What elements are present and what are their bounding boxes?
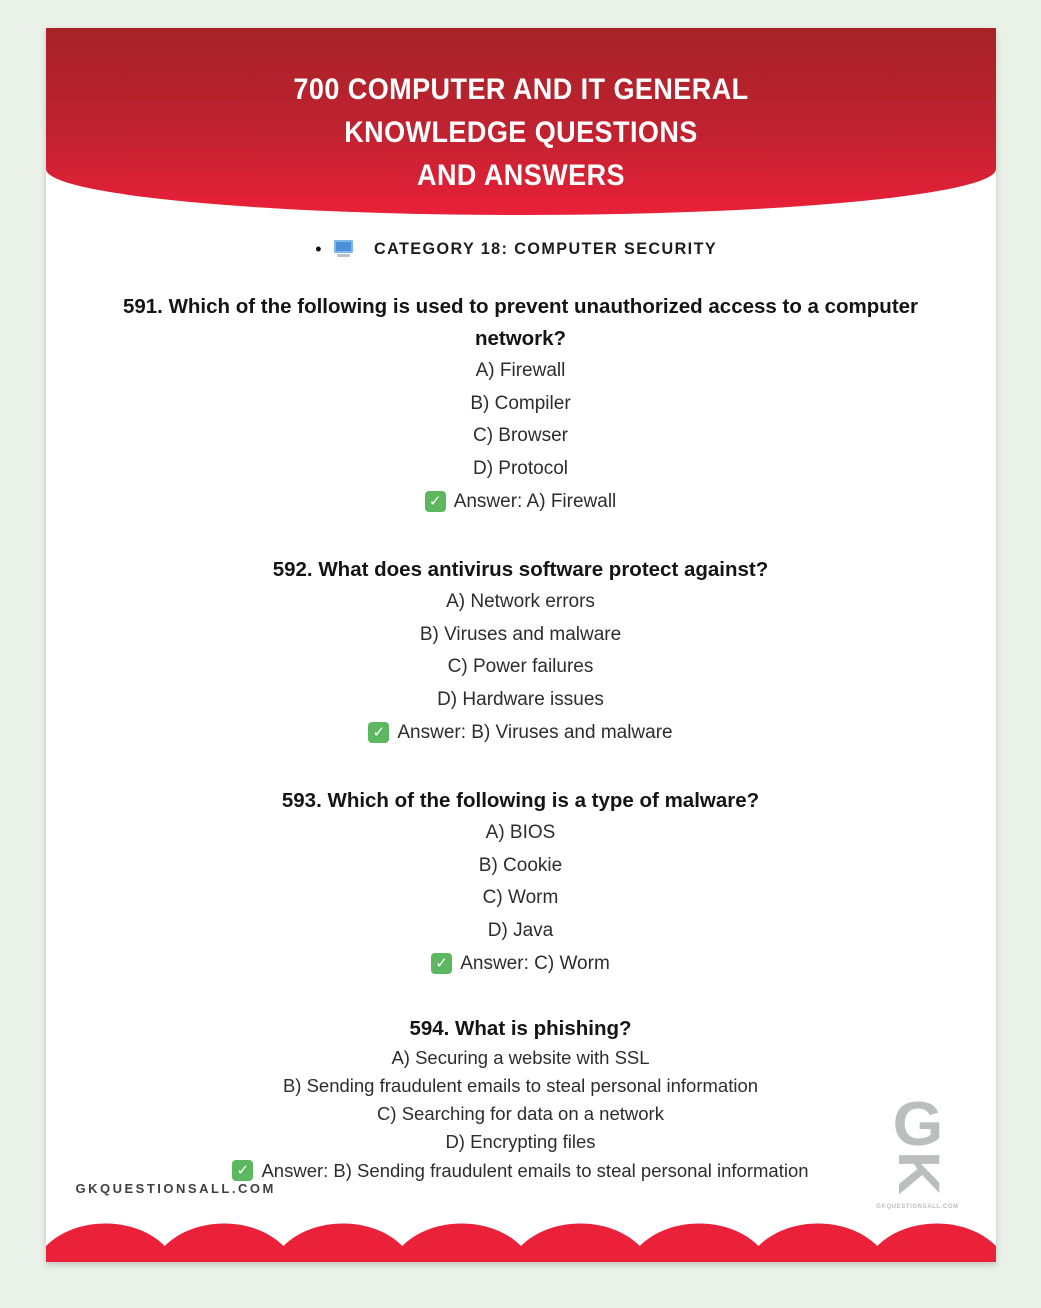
gk-logo: [876, 1090, 960, 1210]
check-icon: ✓: [368, 722, 389, 743]
question-text: Which of the following is a type of malware?: [327, 789, 760, 812]
category-label: CATEGORY 18: COMPUTER SECURITY: [373, 239, 717, 258]
question-heading: [106, 291, 936, 355]
bullet-dot: •: [315, 239, 322, 259]
question-text: Which of the following is used to prevent unauthorized access to a computer network?: [168, 295, 919, 350]
option-a: A) Network errors: [446, 591, 595, 612]
question-heading: [106, 785, 936, 817]
question-number: 591.: [122, 295, 163, 318]
answer-line: [46, 947, 996, 980]
title-line-1: 700 COMPUTER AND IT GENERAL: [292, 73, 749, 106]
option-a: A) BIOS: [485, 822, 556, 843]
option-a: A) Firewall: [475, 360, 566, 381]
option-b: B) Sending fraudulent emails to steal personal information: [282, 1075, 759, 1096]
bottom-wave-decoration: [46, 1214, 996, 1262]
option-b: B) Cookie: [478, 854, 563, 876]
gk-logo-letter-k: K: [885, 1150, 951, 1195]
option-d: D) Java: [487, 919, 554, 941]
footer-site-text: GKQUESTIONSALL.COM: [75, 1181, 276, 1196]
computer-icon-base: [337, 254, 350, 257]
answer-text: Answer: B) Viruses and malware: [397, 722, 673, 743]
option-b: B) Compiler: [470, 392, 571, 414]
document-page: [46, 28, 996, 1262]
option-c: C) Browser: [472, 425, 568, 446]
option-a: A) Securing a website with SSL: [391, 1047, 650, 1068]
option-c: C) Worm: [482, 887, 559, 908]
question-heading: [106, 554, 936, 586]
answer-text: Answer: C) Worm: [460, 953, 610, 974]
option-c: C) Searching for data on a network: [377, 1103, 664, 1124]
option-d: D) Protocol: [472, 457, 569, 479]
answer-line: [46, 485, 996, 518]
question-text: What does antivirus software protect against?: [318, 558, 769, 581]
question-block-594: [46, 1014, 996, 1185]
computer-icon-screen: [334, 240, 353, 253]
question-text: What is phishing?: [455, 1017, 632, 1040]
check-icon: ✓: [425, 491, 446, 512]
answer-text: Answer: A) Firewall: [453, 491, 617, 512]
title-line-2: KNOWLEDGE QUESTIONS: [343, 116, 698, 149]
answer-line: [46, 716, 996, 749]
check-icon: ✓: [431, 953, 452, 974]
question-block-591: [46, 291, 996, 518]
question-heading: [106, 1014, 936, 1044]
question-number: 593.: [281, 789, 322, 812]
computer-icon: [333, 240, 354, 258]
category-heading: [46, 239, 996, 259]
answer-text: Answer: B) Sending fraudulent emails to steal personal information: [261, 1160, 809, 1181]
option-c: C) Power failures: [447, 656, 594, 677]
gk-logo-letter-g: G: [892, 1090, 943, 1159]
question-block-592: [46, 554, 996, 749]
header-banner: [46, 28, 996, 215]
option-d: D) Encrypting files: [445, 1131, 596, 1152]
option-b: B) Viruses and malware: [419, 623, 622, 645]
title-line-3: AND ANSWERS: [416, 159, 625, 192]
gk-logo-caption: GKQUESTIONSALL.COM: [876, 1204, 959, 1210]
question-number: 592.: [272, 558, 313, 581]
check-icon: ✓: [232, 1160, 253, 1181]
question-block-593: [46, 785, 996, 980]
question-number: 594.: [409, 1017, 450, 1040]
page-title: [93, 28, 948, 197]
option-d: D) Hardware issues: [437, 688, 604, 710]
